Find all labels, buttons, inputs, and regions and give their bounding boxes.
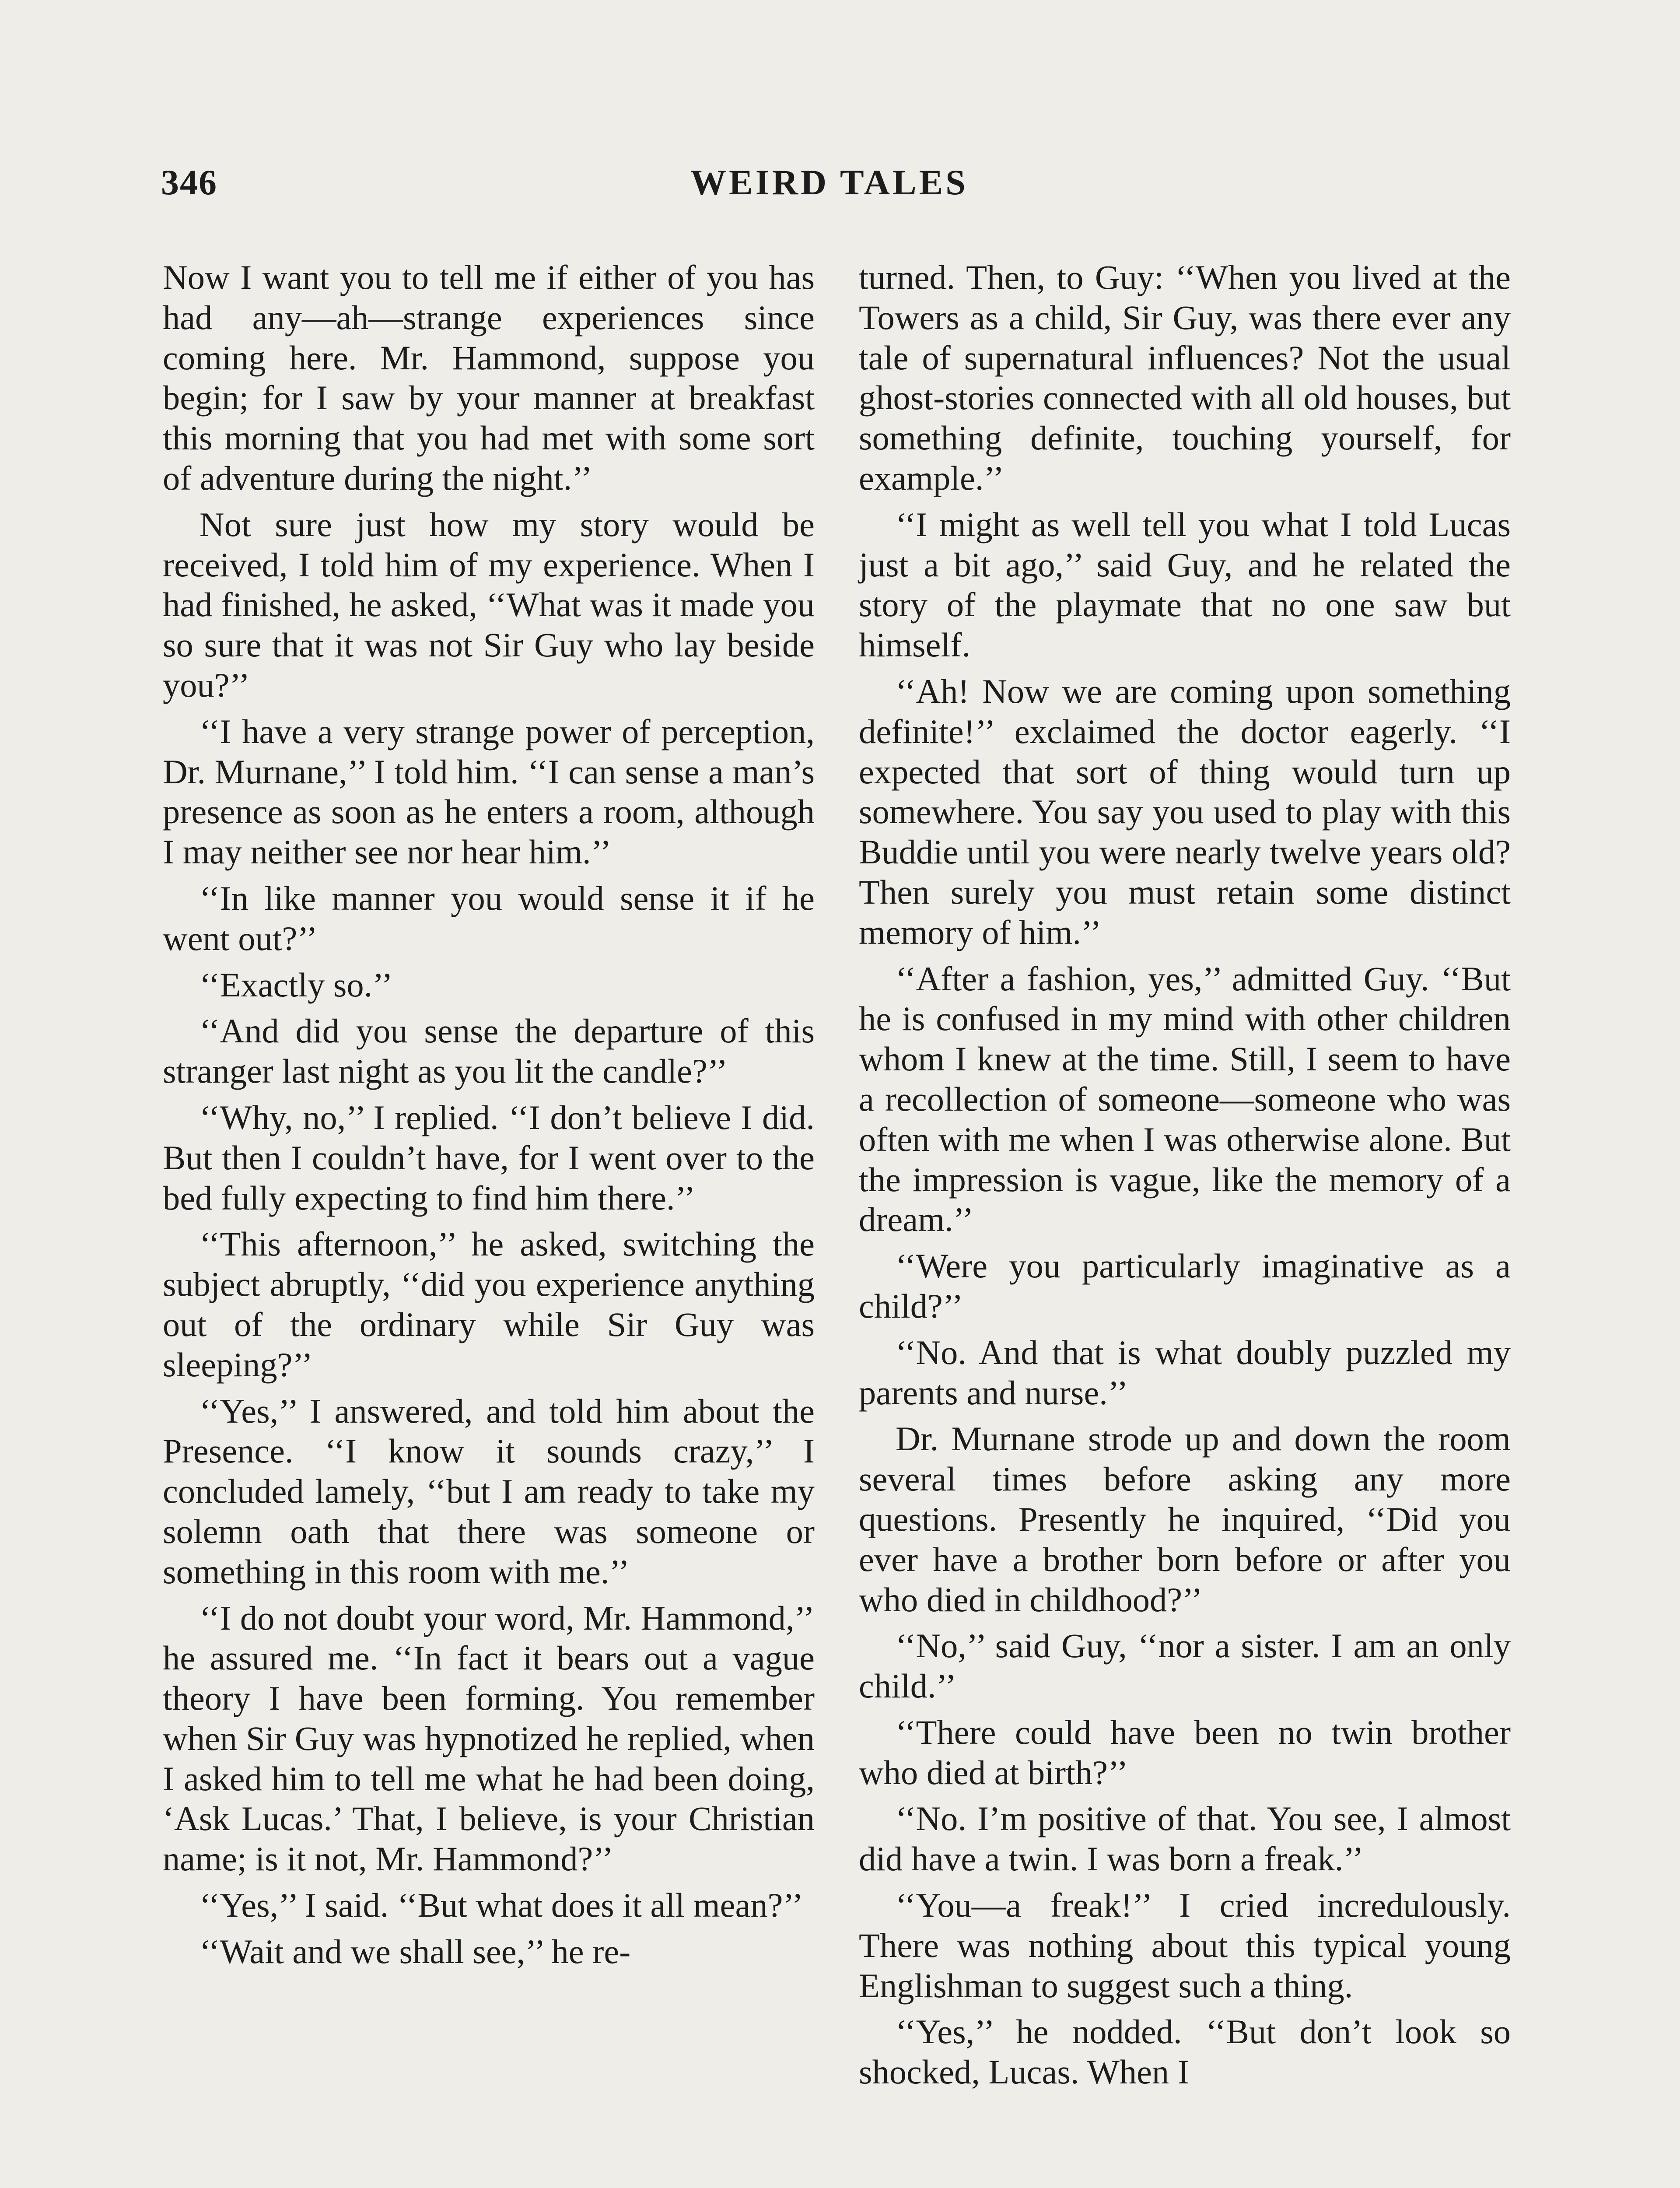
paragraph: ‘‘No. I’m positive of that. You see, I almost did have a twin. I was born a freak.’’ bbox=[859, 1799, 1511, 1878]
paragraph: ‘‘I do not doubt your word, Mr. Hammond,’’ he assured me. ‘‘In fact it bears out a vague theory I have been forming. You remember when Sir Guy was hypnotized he replied, when I asked him to tell me what he had been doing, ‘Ask Lucas.’ That, I believe, is your Christian name; is it not, Mr. Hammond?’’ bbox=[163, 1599, 815, 1878]
paragraph: turned. Then, to Guy: ‘‘When you lived at the Towers as a child, Sir Guy, was there ever any tale of supernatural influences? Not the usual ghost-stories connected with all old houses, but something definite, touching yourself, for example.’’ bbox=[859, 258, 1511, 497]
paragraph: Now I want you to tell me if either of you has had any—ah—strange experiences since coming here. Mr. Hammond, suppose you begin; for I saw by your manner at breakfast this morning that you had met with some sort of adventure during the night.’’ bbox=[163, 258, 815, 497]
paragraph: ‘‘I have a very strange power of perception, Dr. Murnane,’’ I told him. ‘‘I can sense a man’s presence as soon as he enters a room, although I may neither see nor hear him.’’ bbox=[163, 712, 815, 871]
page-header bbox=[161, 162, 1517, 210]
paragraph: ‘‘Ah! Now we are coming upon something definite!’’ exclaimed the doctor eagerly. ‘‘I expected that sort of thing would turn up somewhere. You say you used to play with this Buddie until you were nearly twelve years old? Then surely you must retain some distinct memory of him.’’ bbox=[859, 672, 1511, 951]
paragraph: ‘‘I might as well tell you what I told Lucas just a bit ago,’’ said Guy, and he related the story of the playmate that no one saw but himself. bbox=[859, 505, 1511, 664]
paragraph: Dr. Murnane strode up and down the room several times before asking any more questions. Presently he inquired, ‘‘Did you ever have a brother born before or after you who died in childhood?’’ bbox=[859, 1420, 1511, 1619]
page-number: 346 bbox=[161, 162, 217, 202]
paragraph: ‘‘After a fashion, yes,’’ admitted Guy. ‘‘But he is confused in my mind with other children whom I knew at the time. Still, I seem to have a recollection of someone—someone who was often with me when I was otherwise alone. But the impression is vague, like the memory of a dream.’’ bbox=[859, 959, 1511, 1239]
running-head: WEIRD TALES bbox=[690, 162, 968, 202]
paragraph: ‘‘In like manner you would sense it if he went out?’’ bbox=[163, 879, 815, 957]
paragraph: ‘‘Yes,’’ I answered, and told him about the Presence. ‘‘I know it sounds crazy,’’ I concluded lamely, ‘‘but I am ready to take my solemn oath that there was someone or something in this room with me.’’ bbox=[163, 1392, 815, 1591]
paragraph: ‘‘Why, no,’’ I replied. ‘‘I don’t believe I did. But then I couldn’t have, for I went over to the bed fully expecting to find him there.’’ bbox=[163, 1098, 815, 1217]
paragraph: ‘‘And did you sense the departure of this stranger last night as you lit the candle?’’ bbox=[163, 1012, 815, 1090]
right-column bbox=[859, 257, 1511, 2098]
paragraph: Not sure just how my story would be received, I told him of my experience. When I had finished, he asked, ‘‘What was it made you so sure that it was not Sir Guy who lay beside you?’’ bbox=[163, 505, 815, 704]
paragraph: ‘‘Exactly so.’’ bbox=[200, 965, 393, 1004]
paragraph: ‘‘No,’’ said Guy, ‘‘nor a sister. I am an only child.’’ bbox=[859, 1627, 1511, 1705]
left-column bbox=[163, 257, 815, 1978]
paragraph: ‘‘There could have been no twin brother who died at birth?’’ bbox=[859, 1713, 1511, 1792]
paragraph: ‘‘Yes,’’ he nodded. ‘‘But don’t look so shocked, Lucas. When I bbox=[859, 2013, 1511, 2091]
paragraph: ‘‘You—a freak!’’ I cried incredulously. There was nothing about this typical young Englishman to suggest such a thing. bbox=[859, 1886, 1511, 2005]
paragraph: ‘‘No. And that is what doubly puzzled my parents and nurse.’’ bbox=[859, 1333, 1511, 1412]
paragraph: ‘‘Yes,’’ I said. ‘‘But what does it all mean?’’ bbox=[200, 1886, 803, 1925]
paragraph: ‘‘Were you particularly imaginative as a child?’’ bbox=[859, 1247, 1511, 1325]
paragraph: ‘‘Wait and we shall see,’’ he re- bbox=[200, 1932, 631, 1971]
paragraph: ‘‘This afternoon,’’ he asked, switching the subject abruptly, ‘‘did you experience anything out of the ordinary while Sir Guy was sleeping?’’ bbox=[163, 1225, 815, 1384]
